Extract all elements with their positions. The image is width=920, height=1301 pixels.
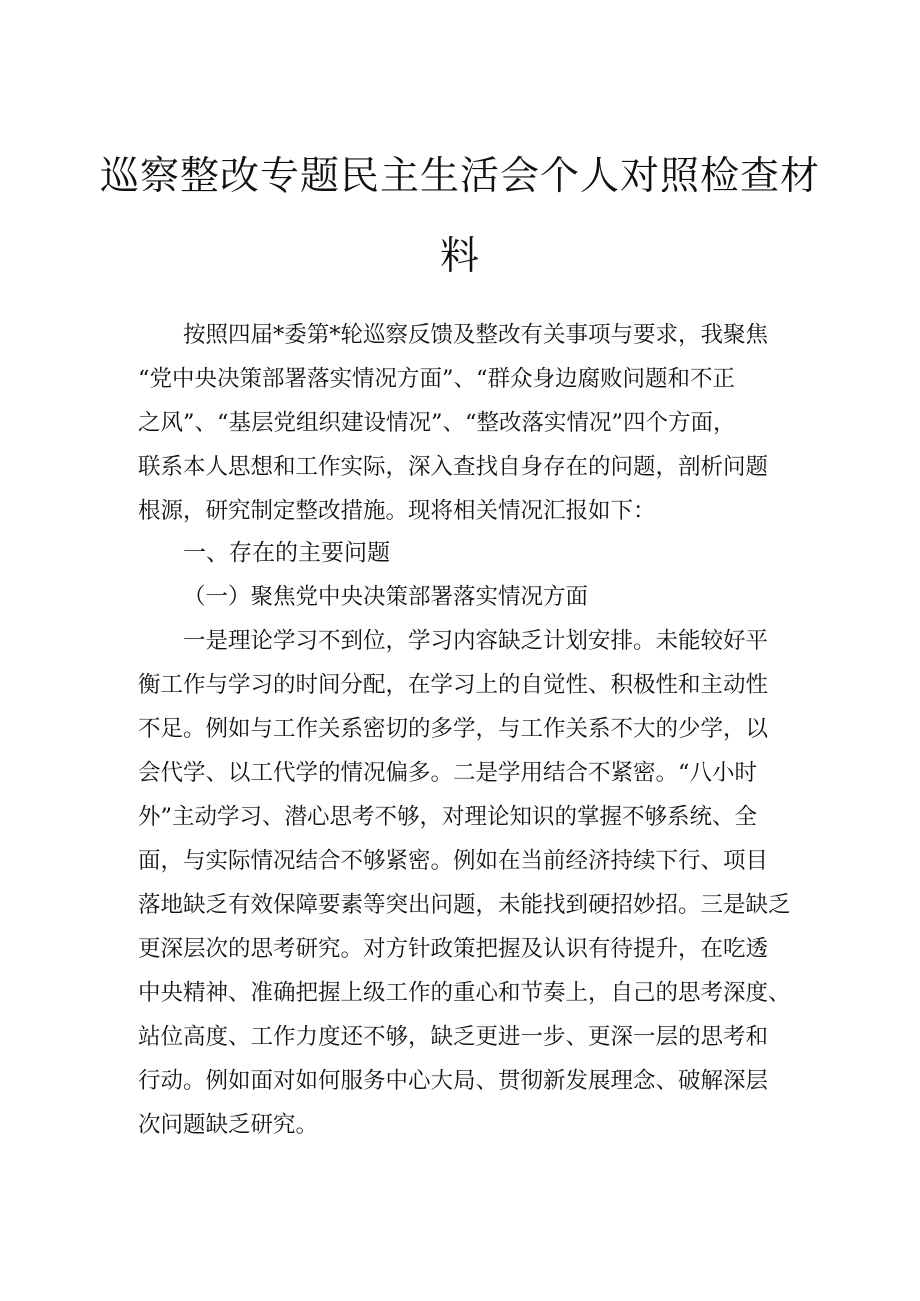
paragraph-line: 会代学、以工代学的情况偏多。二是学用结合不紧密。“八小时 [138,760,758,786]
body-paragraph [138,619,791,1147]
document-title-line-1: 巡察整改专题民主生活会个人对照检查材 [99,154,820,199]
paragraph-line: 面，与实际情况结合不够紧密。例如在当前经济持续下行、项目 [138,848,769,874]
paragraph-line: 行动。例如面对如何服务中心大局、贯彻新发展理念、破解深层 [138,1068,769,1094]
paragraph-line: 一是理论学习不到位，学习内容缺乏计划安排。未能较好平 [183,628,769,654]
intro-line: “党中央决策部署落实情况方面”、“群众身边腐败问题和不正 [138,366,736,392]
intro-line: 根源，研究制定整改措施。现将相关情况汇报如下： [138,498,656,524]
paragraph-line: 衡工作与学习的时间分配，在学习上的自觉性、积极性和主动性 [138,672,769,698]
intro-line: 按照四届*委第*轮巡察反馈及整改有关事项与要求，我聚焦 [183,322,769,348]
paragraph-line: 更深层次的思考研究。对方针政策把握及认识有待提升，在吃透 [138,936,769,962]
paragraph-line: 站位高度、工作力度还不够，缺乏更进一步、更深一层的思考和 [138,1024,769,1050]
intro-line: 联系本人思想和工作实际，深入查找自身存在的问题，剖析问题 [138,454,769,480]
paragraph-line: 落地缺乏有效保障要素等突出问题，未能找到硬招妙招。三是缺乏 [138,892,791,918]
document-title-line-2: 料 [439,234,480,279]
intro-line: 之风”、“基层党组织建设情况”、“整改落实情况”四个方面， [138,410,736,436]
paragraph-line: 中央精神、准确把握上级工作的重心和节奏上，自己的思考深度、 [138,980,791,1006]
subsection-heading: （一）聚焦党中央决策部署落实情况方面 [183,584,589,610]
intro-paragraph [138,313,788,533]
paragraph-line: 不足。例如与工作关系密切的多学，与工作关系不大的少学，以 [138,716,769,742]
section-heading: 一、存在的主要问题 [183,540,390,566]
paragraph-line: 次问题缺乏研究。 [138,1112,319,1138]
paragraph-line: 外”主动学习、潜心思考不够，对理论知识的掌握不够系统、全 [138,804,758,830]
